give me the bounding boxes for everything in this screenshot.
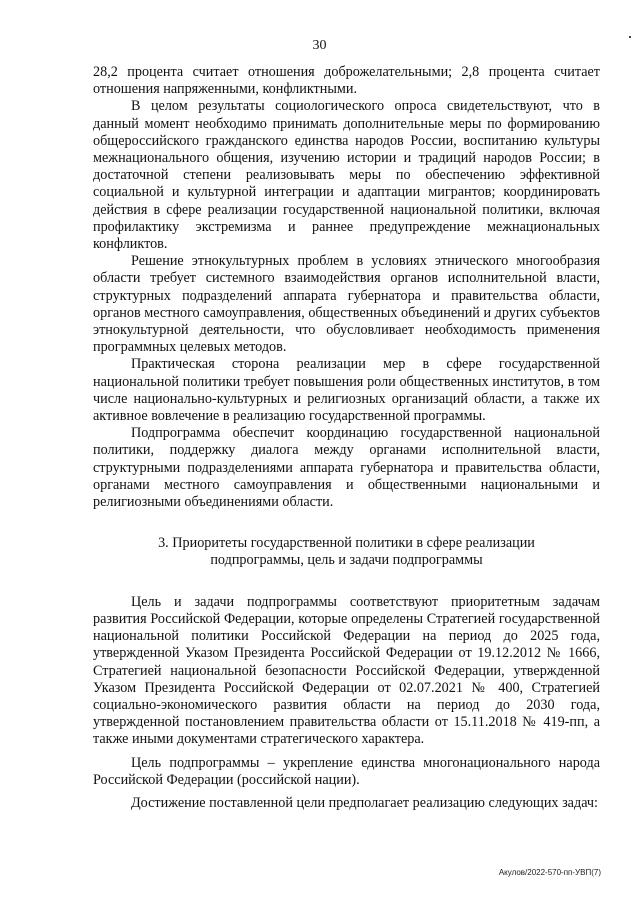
paragraph-practical-side: Практическая сторона реализации мер в сфере государственной национальной политики требует повышения роли общественных институтов, в том числе национально-культурных и религиозных организаций области, а также их активное вовлечение в реализацию государственной программы.	[93, 356, 600, 425]
paragraph-goals-priorities: Цель и задачи подпрограммы соответствуют приоритетным задачам развития Российской Федерации, которые определены Стратегией государственной национальной политики Российской Федерации на период до 2025 года, утвержденной Указом Президента Российской Федерации от 19.12.2012 № 1666, Стратегией национальной безопасности Российской Федерации, утвержденной Указом Президента Российской Федерации от 02.07.2021 № 400, Стратегией социально-экономического развития области на период до 2030 года, утвержденной постановлением правительства области от 15.11.2018 № 419-пп, а также иными документами стратегического характера.	[93, 593, 600, 748]
paragraph-survey-results: В целом результаты социологического опроса свидетельствуют, что в данный момент необходимо принимать дополнительные меры по формированию общероссийского гражданского единства народов России, воспитанию культуры межнационального общения, изучению истории и традиций народов России; в достаточной степени реализовывать меры по обеспечению эффективной социальной и культурной интеграции и адаптации мигрантов; координировать действия в сфере реализации государственной национальной политики, включая профилактику экстремизма и раннее предупреждение межнациональных конфликтов.	[93, 98, 600, 253]
document-code: Акулов/2022-570-пп-УВП(7)	[498, 868, 601, 877]
document-body	[93, 64, 600, 812]
section-heading-line-1: 3. Приоритеты государственной политики в сфере реализации	[158, 535, 535, 552]
section-heading	[93, 535, 600, 569]
scan-mark	[629, 36, 631, 38]
paragraph-subprogram-goal: Цель подпрограммы – укрепление единства многонационального народа Российской Федерации (российской нации).	[93, 754, 600, 788]
paragraph-ethnocultural-problems: Решение этнокультурных проблем в условиях этнического многообразия области требует системного взаимодействия органов исполнительной власти, структурных подразделений аппарата губернатора и правительства области, органов местного самоуправления, общественных объединений и других субъектов этнокультурной деятельности, что обусловливает необходимость применения программных целевых методов.	[93, 253, 600, 356]
section-heading-line-2: подпрограммы, цель и задачи подпрограммы	[210, 552, 483, 569]
paragraph-subprogram-coordination: Подпрограмма обеспечит координацию государственной национальной политики, поддержку диалога между органами исполнительной власти, структурными подразделениями аппарата губернатора и правительства области, органами местного самоуправления и общественными национальными и религиозными объединениями области.	[93, 425, 600, 511]
page-number: 30	[312, 38, 327, 53]
paragraph-continuation: 28,2 процента считает отношения доброжелательными; 2,8 процента считает отношения напряженными, конфликтными.	[93, 64, 600, 98]
paragraph-achievement: Достижение поставленной цели предполагает реализацию следующих задач:	[131, 794, 599, 811]
